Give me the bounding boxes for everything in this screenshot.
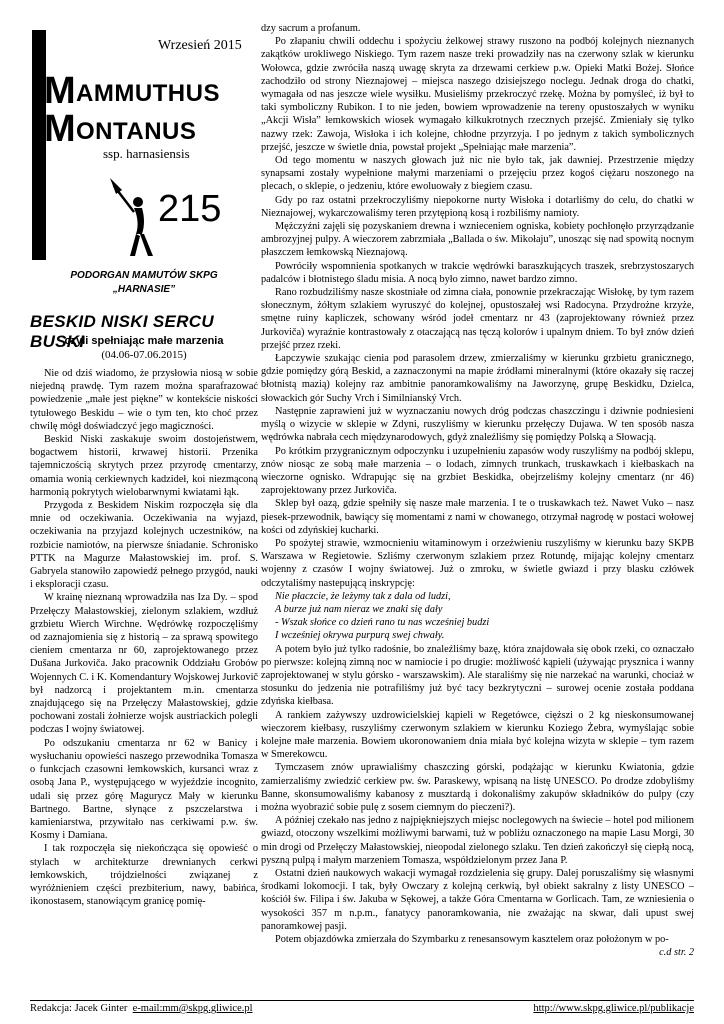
- paragraph: Następnie zaprawieni już w wyznaczaniu nowych dróg podczas chaszczingu i dziwnie podniesieni myślą o wizycie w sklepie w Zdyni, ruszyliśmy w kierunku przełęczy Dujawa. W ten sposób nasza wędrówka nabrała cech międzynarodowych, gdyż znaleźliśmy się pomiędzy Polską a Słowacją.: [261, 405, 694, 444]
- paragraph: Łapczywie szukając cienia pod parasolem drzew, zmierzaliśmy w kierunku grzbietu granicznego, gdzie pomiędzy górą Beskid, a zaznaczonymi na mapie źródłami mineralnymi (które okazały się raczej błotnistą mazią) kolejny raz ambitnie panoramkowaliśmy na Jaworzynę, grupę Beskidku, Dzielca, słowackich gór Suchy Vrch i Similnianský Vrch.: [261, 353, 694, 404]
- paragraph: Tymczasem znów uprawialiśmy chaszczing górski, podążając w kierunku Kwiatonia, gdzie zamierzaliśmy zwiedzić cerkiew pw. św. Paraskewy, wpisaną na listę UNESCO. Po drodze zdobyliśmy Banne, skonsumowaliśmy kabanosy z musztardą i dokonaliśmy zakupów składników do pulpy (czy można wyobrazić sobie pulę z sosem ciemnym do pieczeni?).: [261, 762, 694, 813]
- paragraph: Gdy po raz ostatni przekroczyliśmy niepokorne nurty Wisłoka i dotarliśmy do celu, do chatki w Nieznajowej, wykarczowaliśmy teren przytępioną kosą i rozbiliśmy namioty.: [261, 194, 694, 219]
- website-link[interactable]: http://www.skpg.gliwice.pl/publikacje: [533, 1003, 694, 1014]
- paragraph: Od tego momentu w naszych głowach już nic nie było tak, jak dawniej. Przestrzenie między synapsami zostały wypełnione małymi marzeniami o przejęciu przez kogoś ciężaru noszonego na plecach, o sklepie, o jedzeniu, które ewoluowały z biegiem czasu.: [261, 155, 694, 193]
- org-line-1: PODORGAN MAMUTÓW SKPG: [70, 270, 218, 281]
- masthead: [30, 22, 255, 295]
- organization-name: [30, 269, 258, 297]
- paragraph: I tak rozpoczęła się niekończąca się opowieść o stylach w architekturze drewnianych cerkwi łemkowskich, trójdzielności związanej z wyróżnieniem części prezbiterium, nawy, babińca, ikonostasem, stanowiącym granicę pomię-: [30, 843, 258, 908]
- right-column: [261, 22, 694, 997]
- poem-line: Nie płaczcie, że leżymy tak z dala od ludzi,: [275, 590, 451, 602]
- footer-divider: [30, 1000, 694, 1001]
- article-title: BESKID NISKI SERCU BUSKI: [30, 312, 214, 351]
- editor-credit: Redakcja: Jacek Ginter: [30, 1003, 128, 1014]
- article-dates: (04.06-07.06.2015): [101, 349, 187, 361]
- paragraph: Sklep był oazą, gdzie spełniły się nasze małe marzenia. I te o truskawkach też. Nawet Vuko – nasz piesek-przewodnik, bawiący się momentami z nami w chowanego, otrzymał nagrodę w postaci wołowej kości od zdyńskiej kucharki.: [261, 498, 694, 536]
- org-line-2: „HARNASIE”: [112, 284, 176, 295]
- continued-note: c.d str. 2: [659, 947, 694, 959]
- paragraph: Nie od dziś wiadomo, że przysłowia niosą w sobie niejedną prawdę. Tym razem można sparafrazować powiedzenie „małe jest piękne” w kontekście niskości tytułowego Beskidu – wie o tym ten, kto choć przez chwilę mógł doświadczyć jego magiczności.: [30, 368, 258, 432]
- paragraph: Powróciły wspomnienia spotkanych w trakcie wędrówki baraszkujących traszek, srebrzystoszarych padalców i błotnistego śladu misia. A nocą było zimno, nawet bardzo zimno.: [261, 260, 694, 285]
- footer-editor-block: [30, 1003, 253, 1014]
- paragraph: Mężczyźni zajęli się pozyskaniem drewna i wznieceniem ogniska, kobiety pochłonęło przyrządzanie ambrozyjnej pulpy. A wieczorem zabrzmiała „Ballada o św. Mikołaju”, unosząc się nad spowitą nocnym płaszczem łemkowską Nieznajową.: [261, 221, 694, 259]
- paragraph: Ostatni dzień naukowych wakacji wymagał rozdzielenia się grupy. Dalej poruszaliśmy się własnymi środkami lokomocji. I tak, były Owczary z kolejną cerkwią, był obiekt sakralny z listy UNESCO – kościół św. Filipa i św. Jakuba w Sękowej, a także Góra Cmentarna w Gorlicach. Tam, ze wzniesienia o wysokości 357 m n.p.m., fanatycy panoramkowania, nie zważając na skwar, dali upust swej panoramkowej pasji.: [261, 868, 694, 932]
- paragraph: A potem było już tylko radośnie, bo znaleźliśmy bazę, która znajdowała się obok rzeki, co oznaczało po pierwsze: kolejną zimną noc w namiocie i po drugie: możliwość kąpieli (używając prysznica i wanny zaprojektowanej w stylu górsko - warszawskim). Ale staraliśmy się nie narzekać na warunki, chociaż w stosunku do jedzenia nie potrafiliśmy już być tacy bezkrytyczni – surowej ocenie została poddana zdyńska kiełbasa.: [261, 643, 694, 708]
- title-word-mammuthus: AMMUTHUS: [76, 80, 220, 107]
- paragraph: Po odszukaniu cmentarza nr 62 w Banicy i wysłuchaniu opowieści naszego przewodnika Tomasza o funkcjach czasowni łemkowskich, kursanci wraz z osobą Jana P., występującego w wyjeździe incognito, udali się przez górę Magurycz Mały w kierunku Bartnego. Bartne, słynące z pszczelarstwa i kamieniarstwa, przywitało nas cerkiwami p.w. św. Kosmy i Damiana.: [30, 737, 258, 842]
- title-word-montanus: ONTANUS: [76, 118, 197, 145]
- poem-line: - Wszak słońce co dzień rano tu nas wcześniej budzi: [275, 617, 490, 629]
- poem-line: A burze już nam nieraz we znaki się dały: [275, 603, 443, 615]
- paragraph: Rano rozbudziliśmy nasze skostniałe od zimna ciała, ponownie przekraczając Wisłokę, by tym razem słonecznym, żółtym szlakiem wyruszyć do kolejnej, opustoszałej wsi Radocyna. Przydrożne krzyże, smętne ruiny kapliczek, schowany wśród jodeł cmentarz nr 43 (zaprojektowany również przez Jurkoviča) wyraźnie kontrastowały z otaczającą nas tęczą kolorów i upalnym dniem. To był znów dzień przejść przez rzeki.: [261, 287, 694, 351]
- left-column: [30, 367, 258, 997]
- paragraph: A później czekało nas jedno z najpiękniejszych miejsc noclegowych na świecie – hotel pod milionem gwiazd, otoczony wszelkimi możliwymi barwami, tuż w pobliżu oznaczonego na mapie Lasu Morgi, 30 min drogi od Przełęczy Małastowskiej, nieopodal zielonego szlaku. Ten dzień zakończył się ciepłą nocą, pyszną pulpą i małym marzeniem Tomasza, współdzielonym przez Jana P.: [261, 815, 694, 866]
- newsletter-page: [30, 22, 694, 997]
- paragraph-continuation: dzy sacrum a profanum.: [261, 23, 361, 34]
- article-subtitle: czyli spełniając małe marzenia: [64, 335, 224, 347]
- issue-date: Wrzesień 2015: [158, 38, 242, 53]
- paragraph: Po spożytej strawie, wzmocnieniu witaminowym i orzeźwieniu ruszyliśmy w kierunku bazy SKPB Warszawa w Regietowie. Szliśmy czerwonym szlakiem przez Rotundę, mijając kolejny cmentarz wojenny z czasów I wojny światowej. Już o zmroku, w świetle gwiazd i przy blasku człówek odczytaliśmy nastepującą inskrypcję:: [261, 537, 694, 589]
- inscription-poem: [275, 590, 694, 643]
- paragraph: Po złapaniu chwili oddechu i spożyciu żelkowej strawy ruszono na podbój kolejnych nieznanych zakątków urokliwego Niskiego. Tym razem nasze treki prowadziły nas na czerwony szlak w kierunku Wołowca, gdzie zwróciła naszą uwagę skryta za drzewami cerkiew p.w. Opieki Matki Bożej. Słońce zachodziło od strony Nieznajowej – miejsca naszego dzisiejszego noclegu. Jednak droga do chatki, wymagała od nas jeszcze wiele wysiłku. Musieliśmy przekroczyć rzekę. Można by pomyśleć, iż był to taki symboliczny Rubikon. I to nie jeden, bowiem wprowadzenie na tereny opustoszałych w wyniku „Akcji Wisła” łemkowskich wiosek wymagało kilkukrotnych rzecznych przejść. Zmieniały się tylko nazwy rzek: Zawoja, Wisłoka i ich kolejne, chłodne przyrzyja. I po jednym z takich symbolicznych przejść, jeszcze w świetle dnia, powstał projekt „Spełniając małe marzenia”.: [261, 36, 694, 153]
- paragraph: Przygoda z Beskidem Niskim rozpoczęła się dla mnie od oczekiwania. Oczekiwania na wyjazd, oczekiwania na przyjazd kolejnych uczestników, na rozbicie namiotów, na pierwsze śniadanie. Schronisko PTTK na Magurze Małastowskiej im. prof. S. Gabryela stanowiło zapowiedź pełnego przygód, nauki i eksploracji czasu.: [30, 500, 258, 591]
- issue-number: 215: [158, 188, 222, 230]
- paragraph: Beskid Niski zaskakuje swoim dostojeństwem, bogactwem historii, krwawej historii. Przenika tajemniczością skrytych przez przyrodę cmentarzy, omamia wonią cerkiewnych kadzideł, koi niezmąconą harmonią pokrytych wielobarwnymi kwiatami łąk.: [30, 434, 258, 498]
- paragraph: Potem objazdówka zmierzała do Szymbarku z renesansowym kasztelem oraz położonym w po-: [275, 934, 669, 946]
- email-link[interactable]: e-mail:mm@skpg.gliwice.pl: [132, 1003, 253, 1014]
- masthead-subtitle: ssp. harnasiensis: [103, 146, 190, 161]
- paragraph: W krainę nieznaną wprowadziła nas Iza Dy. – spod Przełęczy Małastowskiej, zielonym szlakiem, wzdłuż grzbietu Wierch Wirchne. Wędrówkę rozpoczęliśmy od zaznajomienia się z historią – za sprawą spowitego cieniem cmentarza nr 60, zaprojektowanego przez Dušana Jurkoviča. Jako pracownik Oddziału Grobów Wojennych C. i K. Komendantury Wojskowej Jurkovič był nadzorcą i projektantem m.in. cmentarza znajdującego się na Przełęczy Małastowskiej, gdzie pochowani zostali żołnierze wojsk austriackich polegli podczas I wojny światowej.: [30, 592, 258, 736]
- poem-line: I wcześniej okrywa purpurą swej chwały.: [275, 630, 445, 642]
- paragraph: A rankiem zażywszy uzdrowicielskiej kąpieli w Regetówce, cięższi o 2 kg nieskonsumowanej wieczorem kiełbasy, ruszyliśmy czerwonym szlakiem w kierunku Koziego Żebra, wymyślając sobie kolejne małe marzenia. Bowiem ukoronowaniem dnia miała być kolejna wizyta w sklepie – tym razem w Smerekowcu.: [261, 709, 694, 761]
- title-initial-m2: M: [44, 108, 76, 150]
- title-initial-m1: M: [44, 70, 76, 112]
- paragraph: Po krótkim przygranicznym odpoczynku i uzupełnieniu zapasów wody ruszyliśmy na podbój sklepu, znów niosąc ze sobą małe marzenia – o lodach, zimnych trunkach, truskawkach i kiełbaskach na wieczorne ognisko. Wdrapując się na grzbiet Beskidka, obejrzeliśmy kolejny cmentarz (nr 46) zaprojektowany przez Jurkoviča.: [261, 445, 694, 497]
